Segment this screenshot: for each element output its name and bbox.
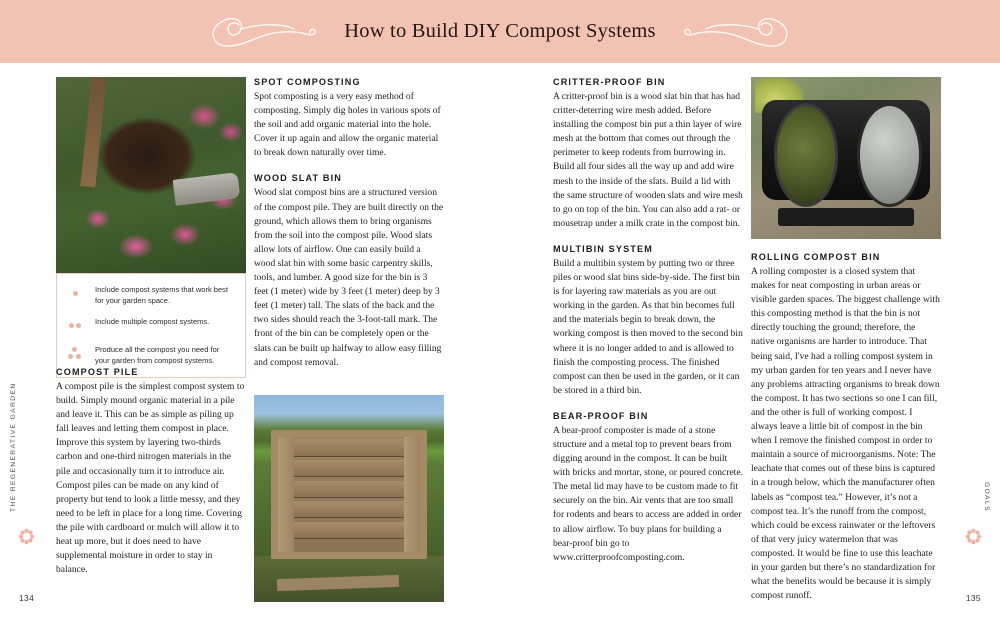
rolling-composter-photo — [751, 77, 941, 239]
goal-item — [66, 317, 235, 334]
section-body-multibin-system: Build a multibin system by putting two or three piles or wood slat bins side-by-side. The first bin is for layering raw materials as you are out working in the garden. As that bin becomes full and the materials begin to break down, the working compost is then moved to the second bin where it is no longer added to and is allowed to finish the composting process. The finished compost can then be used in the garden, or it can be stored in a third bin. — [553, 257, 743, 396]
section-heading-critter-proof-bin: CRITTER-PROOF BIN — [553, 77, 666, 87]
rosette-ornament-icon — [965, 528, 982, 545]
section-heading-wood-slat-bin: WOOD SLAT BIN — [254, 173, 343, 184]
photo-detail-base — [778, 208, 915, 226]
section-heading-multibin-system: MULTIBIN SYSTEM — [553, 243, 653, 254]
goal-text: Include compost systems that work best for your garden space. — [95, 285, 228, 305]
section-heading-compost-pile: COMPOST PILE — [56, 367, 139, 377]
goal-marker-one-dot-icon — [66, 286, 86, 302]
wood-slat-bin-photo — [254, 395, 444, 602]
column-two — [254, 77, 444, 370]
page-spread — [0, 63, 1000, 617]
section-heading-bear-proof-bin: BEAR-PROOF BIN — [553, 410, 649, 421]
section-body-compost-pile: A compost pile is the simplest compost system to build. Simply mound organic material in a pile and leave it. This can be as simple as piling up fall leaves and letting them compost in place. Improve this system by layering two-thirds carbon and one-third nitrogen materials in the pile and occasionally turn it to introduce air. Compost piles can be made on any kind of property but tend to look a little messy, and they need to be left in place for a long time. Covering the pile with cardboard or mulch will allow it to heat up more, but it does need to have supplemental moisture in order to stay in balance. — [56, 381, 245, 576]
rosette-ornament-icon — [18, 528, 35, 545]
goal-item — [66, 345, 235, 366]
goal-item — [66, 285, 235, 306]
section-body-wood-slat-bin: Wood slat compost bins are a structured version of the compost pile. They are built directly on the ground, which allows them to bring organisms from the soil into the compost pile. Wood slats allow lots of airflow. One can easily build a wood slat bin with some basic carpentry skills, tools, and lumber. A good size for the bin is 3 feet (1 meter) wide by 3 feet (1 meter) deep by 3 feet (1 meter) tall. The slats of the back and the two sides should reach the 3-foot-tall mark. The front of the bin can be completely open or the slats can be built up halfway to allow easy filling and compost removal. — [254, 187, 444, 368]
goal-marker-three-dot-icon — [66, 346, 86, 362]
column-one — [56, 77, 246, 287]
page-header-banner — [0, 0, 1000, 63]
goal-marker-two-dot-icon — [66, 318, 86, 334]
photo-detail-stalk — [81, 77, 108, 188]
photo-detail-closed-hatch — [857, 103, 922, 207]
column-one-lower — [56, 367, 246, 577]
column-three — [553, 77, 743, 565]
column-two-photo-slot — [254, 395, 444, 615]
photo-detail-crate — [271, 430, 427, 558]
page-number-right: 135 — [965, 593, 981, 603]
goal-text: Produce all the compost you need for your garden from compost systems. — [95, 345, 220, 365]
section-body-bear-proof-bin: A bear-proof composter is made of a stone structure and a metal top to prevent bears from digging around in the compost. It can be built with bricks and mortar, stone, or poured concrete. The metal lid may have to be custom made to fit securely on the bin. Air vents that are too small for rodents and bears to access are added in order to allow airflow. To buy plans for building a bear-proof bin go to www.critterproofcomposting.com. — [553, 424, 743, 563]
section-body-rolling-compost-bin: A rolling composter is a closed system that makes for neat composting in urban areas or visible garden spaces. The biggest challenge with this composting method is that the bin is not directly touching the ground; therefore, the native organisms are harder to introduce. That being said, I've had a rolling compost system in my urban garden for ten years and I never have any problems attracting organisms to break down the compost. It has two sections so one I can fill, and the other is full of working compost. I always leave a little bit of compost in the bin when I remove the finished compost in order to maintain a source of microorganisms. Note: The leachate that comes out of these bins is captured in a trough below, which the manufacturer often labels as “compost tea.” However, it’s not a compost tea. It’s the runoff from the compost, which could be excess rainwater or the leftovers of that very juicy watermelon that was composted. It would be fine to use this leachate in your garden but there’s no standardization for what the benefits would be because it is simply compost runoff. — [751, 266, 940, 602]
section-heading-spot-composting: SPOT COMPOSTING — [254, 77, 361, 87]
flourish-right-icon — [672, 12, 792, 52]
goal-text: Include multiple compost systems. — [95, 317, 210, 327]
left-page-margin — [0, 63, 55, 617]
page-number-left: 134 — [19, 593, 35, 603]
flourish-left-icon — [208, 12, 328, 52]
goals-callout-box — [56, 273, 246, 378]
right-page-margin — [945, 63, 1000, 617]
photo-detail-shovel-blade — [172, 172, 239, 205]
page-title: How to Build DIY Compost Systems — [344, 20, 656, 42]
section-body-critter-proof-bin: A critter-proof bin is a wood slat bin that has had critter-deterring wire mesh added. Before installing the compost bin put a thin layer of wire mesh at the bottom that comes out through the perimeter to keep rodents from burrowing in. Build all four sides all the way up and add wire mesh to the inside of the slats. Build a lid with the same structure of wooden slats and wire mesh to go on top of the bin. You can also add a rat- or mousetrap under a milk crate in the compost bin. — [553, 91, 743, 229]
compost-scoop-photo — [56, 77, 246, 274]
running-head-left: THE REGENERATIVE GARDEN — [10, 382, 17, 512]
section-body-spot-composting: Spot composting is a very easy method of composting. Simply dig holes in various spots of the soil and add organic material into the hole. Cover it up again and allow the organic material to break down naturally over time. — [254, 91, 441, 159]
section-heading-rolling-compost-bin: ROLLING COMPOST BIN — [751, 252, 881, 262]
column-four — [751, 77, 941, 603]
photo-detail-open-hatch — [774, 103, 839, 207]
running-head-right: GOALS — [983, 482, 990, 512]
